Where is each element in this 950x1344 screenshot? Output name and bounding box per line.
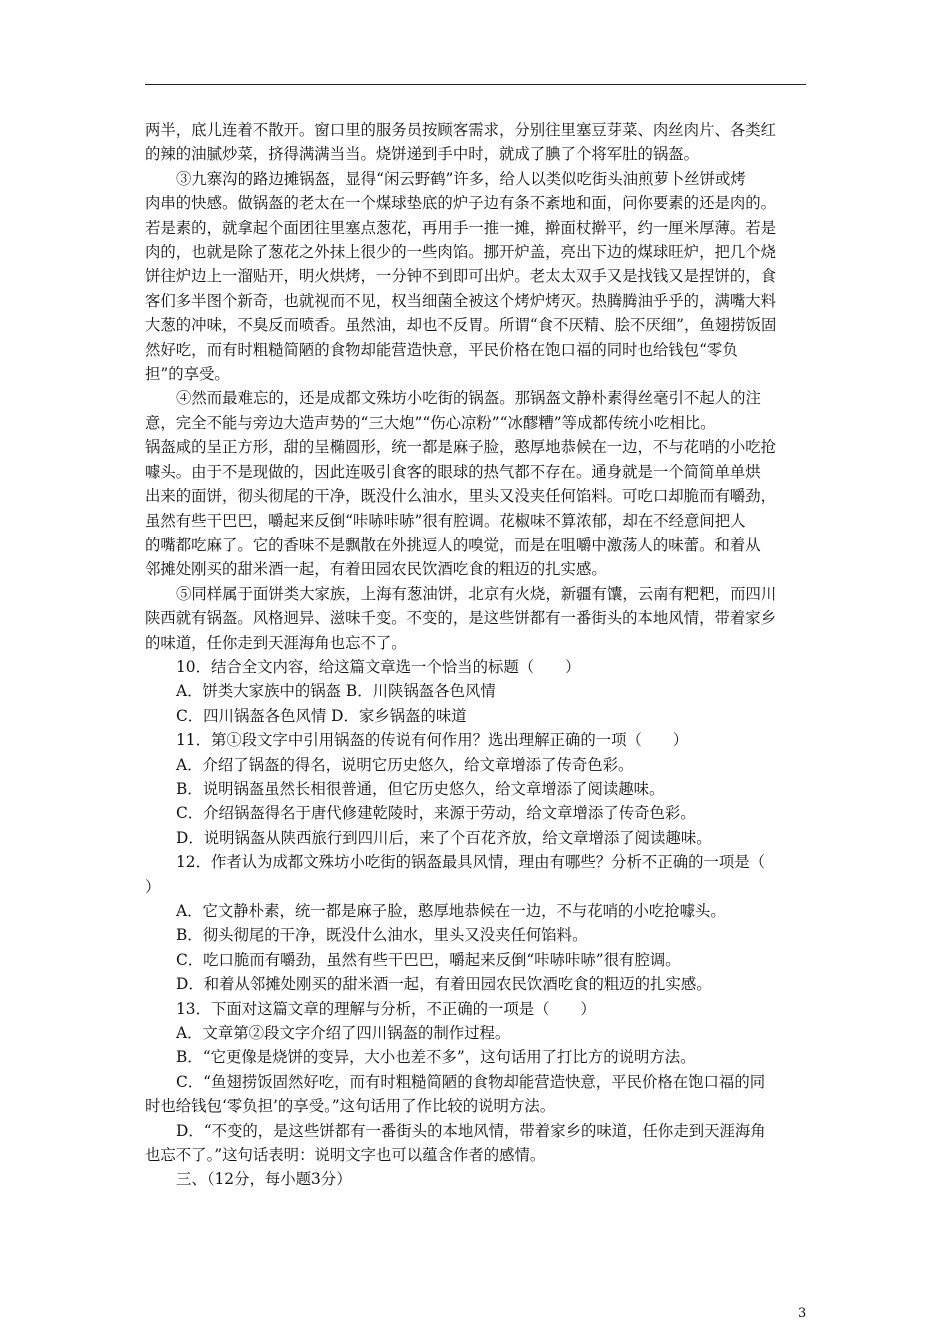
question-11-option-d: D．说明锅盔从陕西旅行到四川后，来了个百花齐放，给文章增添了阅读趣味。 xyxy=(176,828,712,847)
text-line: 肉的，也就是除了葱花之外抹上很少的一些肉馅。挪开炉盖，亮出下边的煤球旺炉，把几个烧 xyxy=(145,243,777,262)
question-13-option-a: A．文章第②段文字介绍了四川锅盔的制作过程。 xyxy=(176,1024,511,1043)
page-number: 3 xyxy=(798,1306,807,1321)
question-13-option-b: B．“它更像是烧饼的变异，大小也差不多”，这句话用了打比方的说明方法。 xyxy=(176,1048,696,1067)
question-13-option-d: D．“不变的，是这些饼都有一番街头的本地风情，带着家乡的味道，任你走到天涯海角 xyxy=(176,1121,766,1140)
text-line: 大葱的冲味，不臭反而喷香。虽然油，却也不反胃。所谓“食不厌精、脍不厌细”，鱼翅捞饭固 xyxy=(145,316,777,335)
question-13-option-d-cont: 也忘不了。”这句话表明：说明文字也可以蕴含作者的感情。 xyxy=(145,1146,546,1165)
text-line: 的味道，任你走到天涯海角也忘不了。 xyxy=(145,633,407,652)
text-line: 客们多半图个新奇，也就视而不见，权当细菌全被这个烤炉烤灭。热腾腾油乎乎的，满嘴大料 xyxy=(145,291,777,310)
question-12-option-d: D．和着从邻摊处刚买的甜米酒一起，有着田园农民饮酒吃食的粗迈的扎实感。 xyxy=(176,975,712,994)
text-line: 担”的享受。 xyxy=(145,365,230,384)
paragraph-5-start: ⑤同样属于面饼类大家族，上海有葱油饼，北京有火烧，新疆有馕，云南有粑粑，而四川 xyxy=(176,584,777,603)
text-line: 虽然有些干巴巴，嚼起来反倒“咔哧咔哧”很有腔调。花椒味不算浓郁，却在不经意间把人 xyxy=(145,511,746,530)
text-line: 锅盔咸的呈正方形，甜的呈椭圆形，统一都是麻子脸，憨厚地恭候在一边，不与花哨的小吃抢 xyxy=(145,438,777,457)
text-line: 的嘴都吃麻了。它的香味不是飘散在外挑逗人的嗅觉，而是在咀嚼中激荡人的味蕾。和着从 xyxy=(145,535,761,554)
text-line: 然好吃，而有时粗糙简陋的食物却能营造快意，平民价格在饱口福的同时也给钱包“零负 xyxy=(145,340,738,359)
question-12: 12．作者认为成都文殊坊小吃街的锅盔最具风情，理由有哪些？分析不正确的一项是（ xyxy=(176,853,766,872)
question-13: 13．下面对这篇文章的理解与分析，不正确的一项是（ ） xyxy=(176,999,596,1018)
question-11-option-b: B．说明锅盔虽然长相很普通，但它历史悠久，给文章增添了阅读趣味。 xyxy=(176,779,665,798)
text-line: 饼往炉边上一溜贴开，明火烘烤，一分钟不到即可出炉。老太太双手又是找钱又是捏饼的，食 xyxy=(145,267,777,286)
question-12-option-b: B．彻头彻尾的干净，既没什么油水，里头又没夹任何馅料。 xyxy=(176,926,588,945)
paragraph-4-start: ④然而最难忘的，还是成都文殊坊小吃街的锅盔。那锅盔文静朴素得丝毫引不起人的注 xyxy=(176,389,761,408)
question-10-options-ab: A．饼类大家族中的锅盔 B．川陕锅盔各色风情 xyxy=(176,682,496,701)
text-line: 出来的面饼，彻头彻尾的干净，既没什么油水，里头又没夹任何馅料。可吃口却脆而有嚼劲， xyxy=(145,487,777,506)
text-line: 肉串的快感。做锅盔的老太在一个煤球垫底的炉子边有条不紊地和面，问你要素的还是肉的。 xyxy=(145,194,777,213)
text-line: 两半，底儿连着不散开。窗口里的服务员按顾客需求，分别往里塞豆芽菜、肉丝肉片、各类红 xyxy=(145,121,777,139)
paragraph-3-start: ③九寨沟的路边摊锅盔，显得“闲云野鹤”许多，给人以类似吃街头油煎萝卜丝饼或烤 xyxy=(176,169,746,188)
text-line: 陕西就有锅盔。风格迥异、滋味千变。不变的，是这些饼都有一番街头的本地风情，带着家乡 xyxy=(145,609,777,628)
question-11: 11．第①段文字中引用锅盔的传说有何作用？选出理解正确的一项（ ） xyxy=(176,731,689,750)
body-text xyxy=(145,118,810,1192)
question-12-option-c: C．吃口脆而有嚼劲，虽然有些干巴巴，嚼起来反倒“咔哧咔哧”很有腔调。 xyxy=(176,950,681,969)
text-line: 意，完全不能与旁边大造声势的“三大炮”“伤心凉粉”“冰醪糟”等成都传统小吃相比。 xyxy=(145,413,716,432)
text-line: 的辣的油腻炒菜，挤得满满当当。烧饼递到手中时，就成了腆了个将军肚的锅盔。 xyxy=(145,145,700,164)
question-12-option-a: A．它文静朴素，统一都是麻子脸，憨厚地恭候在一边，不与花哨的小吃抢噱头。 xyxy=(176,902,726,920)
section-3-heading: 三、（12分，每小题3分） xyxy=(176,1170,352,1189)
header-rule xyxy=(145,84,806,85)
text-line: 若是素的，就拿起个面团往里塞点葱花，再用手一推一摊，擀面杖擀平，约一厘米厚薄。若是 xyxy=(145,218,777,237)
question-11-option-a: A．介绍了锅盔的得名，说明它历史悠久，给文章增添了传奇色彩。 xyxy=(176,755,634,774)
question-12-paren: ） xyxy=(145,877,161,896)
question-13-option-c-cont: 时也给钱包‘零负担’的享受。”这句话用了作比较的说明方法。 xyxy=(145,1097,556,1116)
question-13-option-c: C．“鱼翅捞饭固然好吃，而有时粗糙简陋的食物却能营造快意，平民价格在饱口福的同 xyxy=(176,1072,766,1091)
text-line: 邻摊处刚买的甜米酒一起，有着田园农民饮酒吃食的粗迈的扎实感。 xyxy=(145,560,607,579)
question-10-options-cd: C．四川锅盔各色风情 D．家乡锅盔的味道 xyxy=(176,706,467,725)
text-line: 噱头。由于不是现做的，因此连吸引食客的眼球的热气都不存在。通身就是一个简简单单烘 xyxy=(145,462,761,481)
question-11-option-c: C．介绍锅盔得名于唐代修建乾陵时，来源于劳动，给文章增添了传奇色彩。 xyxy=(176,804,696,823)
question-10: 10．结合全文内容，给这篇文章选一个恰当的标题（ ） xyxy=(176,657,581,676)
